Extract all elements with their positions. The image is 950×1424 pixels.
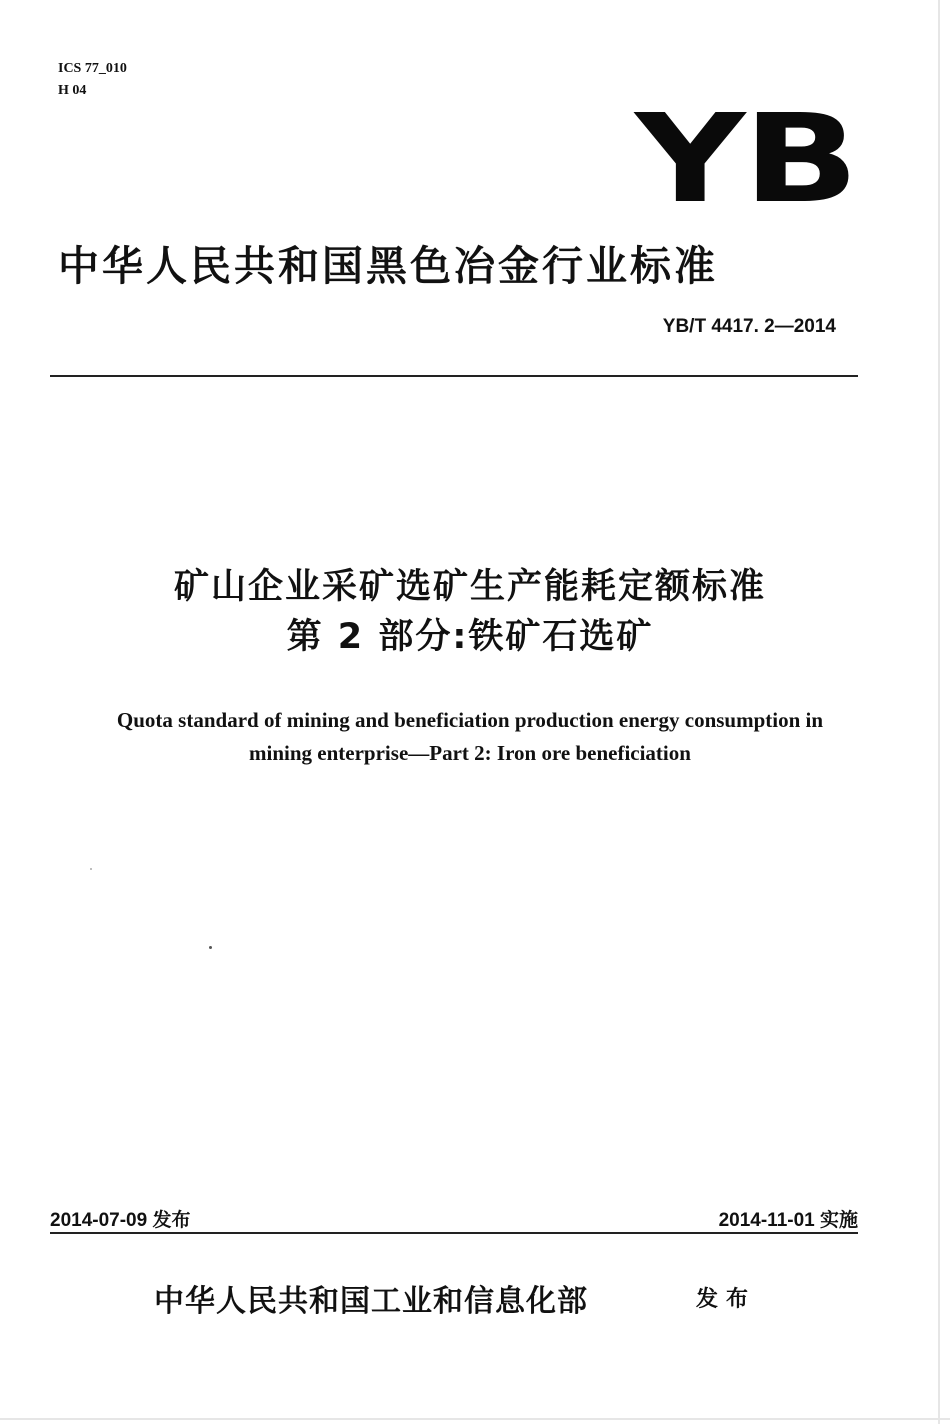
- english-title-line-2: mining enterprise—Part 2: Iron ore beneficiation: [249, 741, 691, 765]
- publisher-name: 中华人民共和国工业和信息化部: [154, 1284, 588, 1319]
- yb-logo: YB: [635, 88, 857, 230]
- standard-number: YB/T 4417. 2—2014: [662, 316, 836, 337]
- scan-speck: [90, 868, 92, 870]
- implementation-date: 2014-11-01 实施: [718, 1210, 858, 1231]
- standard-category-title: 中华人民共和国黑色冶金行业标准: [58, 242, 718, 290]
- top-divider: [50, 375, 858, 377]
- release-date: 2014-07-09 发布: [50, 1210, 191, 1231]
- ics-code: ICS 77_010: [58, 61, 127, 76]
- ccs-code: H 04: [58, 83, 87, 98]
- page-edge-bottom: [0, 1418, 950, 1420]
- classification-codes: [58, 58, 127, 102]
- publisher-action: 发布: [696, 1286, 757, 1312]
- chinese-title-line-2: 第 2 部分:铁矿石选矿: [286, 617, 654, 657]
- chinese-title: [0, 562, 940, 662]
- english-title: [0, 704, 940, 770]
- english-title-line-1: Quota standard of mining and beneficiation production energy consumption in: [116, 708, 824, 732]
- scan-speck: [209, 946, 212, 949]
- chinese-title-line-1: 矿山企业采矿选矿生产能耗定额标准: [173, 567, 766, 607]
- bottom-divider: [50, 1232, 858, 1234]
